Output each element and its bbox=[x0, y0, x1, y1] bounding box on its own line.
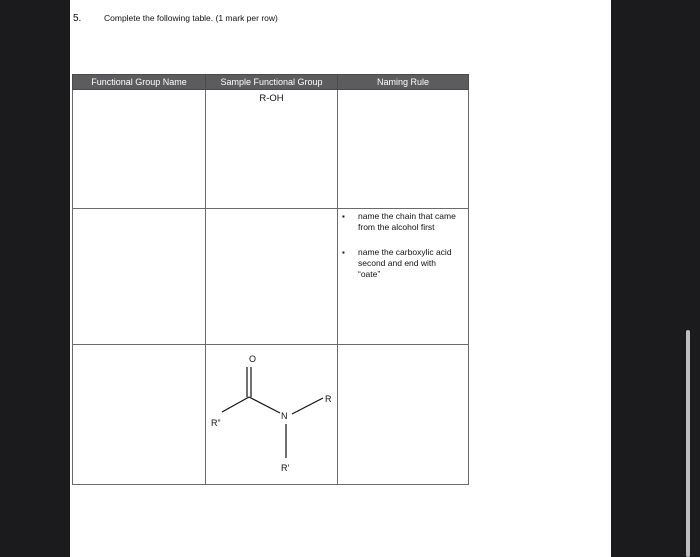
amide-structure bbox=[206, 345, 338, 484]
header-functional-group-name: Functional Group Name bbox=[73, 75, 206, 90]
list-item bbox=[338, 211, 468, 233]
r-prime-label: R' bbox=[281, 463, 290, 473]
sample-alcohol-formula: R-OH bbox=[259, 93, 284, 104]
bullet-icon: ▪ bbox=[342, 212, 345, 221]
carbon-r-bond bbox=[222, 397, 249, 412]
r-double-prime-label: R” bbox=[211, 418, 221, 428]
list-item bbox=[338, 247, 468, 280]
scrollbar-thumb[interactable] bbox=[686, 330, 690, 557]
cell-name-row3[interactable] bbox=[73, 345, 206, 485]
table-header-row bbox=[73, 75, 469, 90]
carbonyl-oxygen-label: O bbox=[249, 354, 257, 364]
carbon-nitrogen-bond bbox=[249, 397, 280, 413]
question-number: 5. bbox=[73, 13, 82, 24]
functional-group-table bbox=[72, 74, 469, 485]
cell-sample-row2[interactable] bbox=[206, 209, 338, 345]
header-naming-rule: Naming Rule bbox=[338, 75, 469, 90]
table-row bbox=[73, 90, 469, 209]
nitrogen-label: N bbox=[281, 411, 288, 421]
cell-name-row2[interactable] bbox=[73, 209, 206, 345]
cell-rule-row3[interactable] bbox=[338, 345, 469, 485]
header-sample-functional-group: Sample Functional Group bbox=[206, 75, 338, 90]
cell-name-row1[interactable] bbox=[73, 90, 206, 209]
cell-sample-row1 bbox=[206, 90, 338, 209]
r-substituent-label: R bbox=[325, 394, 332, 404]
bullet-icon: ▪ bbox=[342, 248, 345, 257]
rule-text-2: name the carboxylic acid second and end with “oate” bbox=[358, 247, 452, 279]
naming-rule-list bbox=[338, 211, 468, 280]
table-row bbox=[73, 209, 469, 345]
cell-sample-row3 bbox=[206, 345, 338, 485]
cell-rule-row1[interactable] bbox=[338, 90, 469, 209]
cell-rule-row2 bbox=[338, 209, 469, 345]
question-prompt: Complete the following table. (1 mark per row) bbox=[104, 13, 278, 23]
nitrogen-r-bond bbox=[292, 398, 323, 414]
rule-text-1: name the chain that came from the alcohol first bbox=[358, 211, 456, 232]
table-row bbox=[73, 345, 469, 485]
